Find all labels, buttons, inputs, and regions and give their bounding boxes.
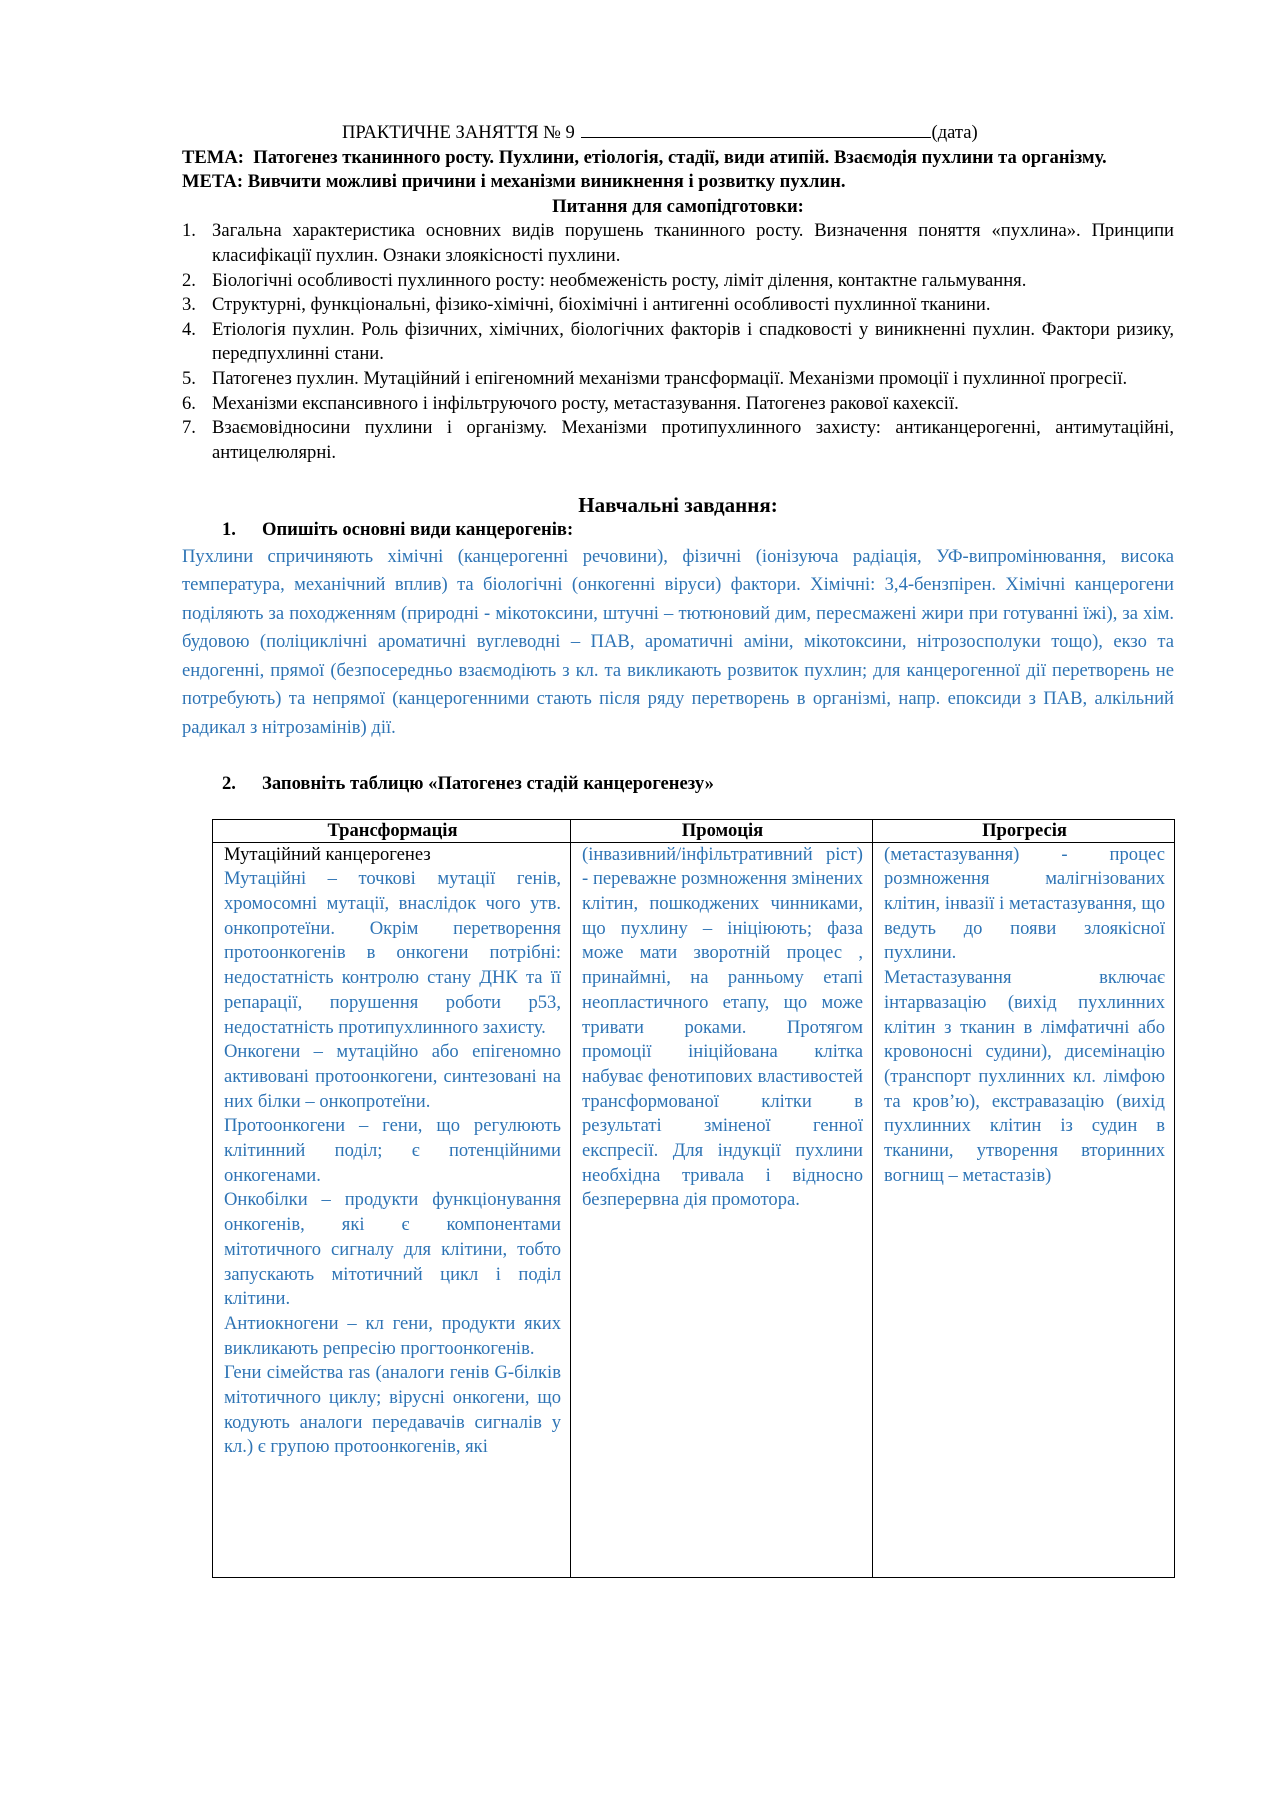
table-row [213, 842, 1175, 1577]
question-number: 3. [182, 294, 196, 316]
question-text: Етіологія пухлин. Роль фізичних, хімічних, біологічних факторів і спадковості у виникненні пухлин. Фактори ризику, передпухлинні стани. [212, 318, 1174, 365]
cell-paragraph: Антиокногени – кл гени, продукти яких викликають репресію прогтоонкогенів. [224, 1312, 561, 1359]
header-title: ПРАКТИЧНЕ ЗАНЯТТЯ № 9 [342, 122, 575, 143]
question-item [182, 367, 1174, 392]
question-text: Патогенез пухлин. Мутаційний і епігеномний механізми трансформації. Механізми промоції і пухлинної прогресії. [212, 367, 1128, 389]
cell-first-line: Мутаційний канцерогенез [224, 843, 431, 865]
cell-transformation [213, 842, 571, 1577]
question-text: Взаємовідносини пухлини і організму. Механізми протипухлинного захисту: антиканцерогенні, антимутаційні, антицелюлярні. [212, 417, 1174, 463]
cell-paragraph: Онкобілки – продукти функціонування онкогенів, які є компонентами мітотичного сигналу для клітини, тобто запускають мітотичний цикл і поділ клітини. [224, 1189, 561, 1310]
cell-paragraph: (метастазування) - процес розмноження малігнізованих клітин, інвазії і метастазування, що ведуть до появи злоякісної пухлини. [884, 843, 1165, 964]
question-number: 4. [182, 318, 196, 340]
cell-paragraph: (інвазивний/інфільтративний ріст) - переважне розмноження змінених клітин, пошкоджених чинниками, що пухлину – ініціюють; фаза може мати зворотній процес , принаймні, на ранньому етапі неопластичного етапу, що може тривати роками. Протягом промоції ініційована клітка набуває фенотипових властивостей трансформованої клітки в результаті зміненої генної експресії. Для індукції пухлини необхідна тривала і відносно безперервна дія промотора. [582, 843, 863, 1211]
questions-list [182, 219, 1174, 465]
goal-label: МЕТА: [182, 171, 244, 193]
topic-label: ТЕМА: [182, 146, 244, 168]
cell-paragraph: Онкогени – мутаційно або епігеномно активовані протоонкогени, синтезовані на них білки – онкопротеїни. [224, 1041, 561, 1112]
question-text: Механізми експансивного і інфільтруючого росту, метастазування. Патогенез ракової кахексії. [212, 392, 959, 414]
cell-paragraph: Гени сімейства ras (аналоги генів G-білків мітотичного циклу; вірусні онкогени, що кодують аналоги передавачів сигналів у кл.) є групою протоонкогенів, які [224, 1362, 561, 1458]
task2-heading-text: Заповніть таблицю «Патогенез стадій канцерогенезу» [262, 773, 714, 794]
task2-heading [182, 772, 1174, 797]
task1-heading-text: Опишіть основні види канцерогенів: [262, 518, 574, 540]
goal-line [182, 170, 1174, 195]
question-text: Біологічні особливості пухлинного росту: необмеженість росту, ліміт ділення, контактне гальмування. [212, 269, 1027, 291]
tasks-title: Навчальні завдання: [578, 493, 778, 518]
task1-heading [182, 518, 1174, 543]
question-item [182, 318, 1174, 367]
table-header-row [213, 819, 1175, 842]
question-number: 1. [182, 220, 196, 242]
column-header-promotion: Промоція [571, 819, 873, 842]
carcinogenesis-table [212, 819, 1175, 1578]
question-item [182, 269, 1174, 294]
column-header-transformation: Трансформація [213, 819, 571, 842]
question-item [182, 219, 1174, 268]
topic-line [182, 146, 1174, 171]
goal-text: Вивчити можливі причини і механізми виникнення і розвитку пухлин. [247, 171, 846, 193]
task2-number: 2. [222, 773, 236, 794]
question-item [182, 392, 1174, 417]
cell-promotion [571, 842, 873, 1577]
question-number: 6. [182, 392, 196, 414]
questions-title: Питання для самопідготовки: [552, 195, 804, 217]
date-blank-line [581, 120, 931, 138]
question-text: Загальна характеристика основних видів порушень тканинного росту. Визначення поняття «пухлина». Принципи класифікації пухлин. Ознаки злоякісності пухлини. [212, 220, 1174, 266]
cell-paragraph: Протоонкогени – гени, що регулюють клітинний поділ; є потенційними онкогенами. [224, 1115, 561, 1186]
cell-progression [873, 842, 1175, 1577]
question-number: 7. [182, 417, 196, 439]
question-number: 5. [182, 367, 196, 389]
question-text: Структурні, функціональні, фізико-хімічні, біохімічні і антигенні особливості пухлинної тканини. [212, 294, 991, 316]
topic-text: Патогенез тканинного росту. Пухлини, етіологія, стадії, види атипій. Взаємодія пухлини та організму. [253, 146, 1107, 168]
question-item [182, 416, 1174, 465]
question-number: 2. [182, 269, 196, 291]
task1-number: 1. [222, 518, 236, 540]
question-item [182, 293, 1174, 318]
column-header-progression: Прогресія [873, 819, 1175, 842]
cell-paragraph: Мутаційні – точкові мутації генів, хромосомні мутації, внаслідок чого утв. онкопротеїни. Окрім перетворення протоонкогенів в онкогени потрібні: недостатність контролю стану ДНК та її репарації, порушення роботи p53, недостатність протипухлинного захисту. [224, 868, 561, 1038]
task1-answer: Пухлини спричиняють хімічні (канцерогенні речовини), фізичні (іонізуюча радіація, УФ-випромінювання, висока температура, механічний вплив) та біологічні (онкогенні віруси) фактори. Хімічні: 3,4-бензпірен. Хімічні канцерогени поділяють за походженням (природні - мікотоксини, штучні – тютюновий дим, пересмажені жири при готуванні їжі), за хім. будовою (поліциклічні ароматичні вуглеводні – ПАВ, ароматичні аміни, мікотоксини, нітрозосполуки тощо), екзо та ендогенні, прямої (безпосередньо взаємодіють з кл. та викликають розвиток пухлин; для канцерогенної дії перетворень не потребують) та непрямої (канцерогенними стають після ряду перетворень в організмі, напр. епоксиди з ПАВ, алкільний радикал з нітрозамінів) дії. [182, 545, 1174, 738]
page-header [182, 120, 1174, 146]
header-date-label: (дата) [931, 122, 978, 143]
cell-paragraph: Метастазування включає інтарвазацію (вихід пухлинних клітин з тканин в лімфатичні або кровоносні судини), дисемінацію (транспорт пухлинних кл. лімфою та кров’ю), екстравазацію (вихід пухлинних клітин із судин в тканини, утворення вторинних вогнищ – метастазів) [884, 967, 1165, 1186]
